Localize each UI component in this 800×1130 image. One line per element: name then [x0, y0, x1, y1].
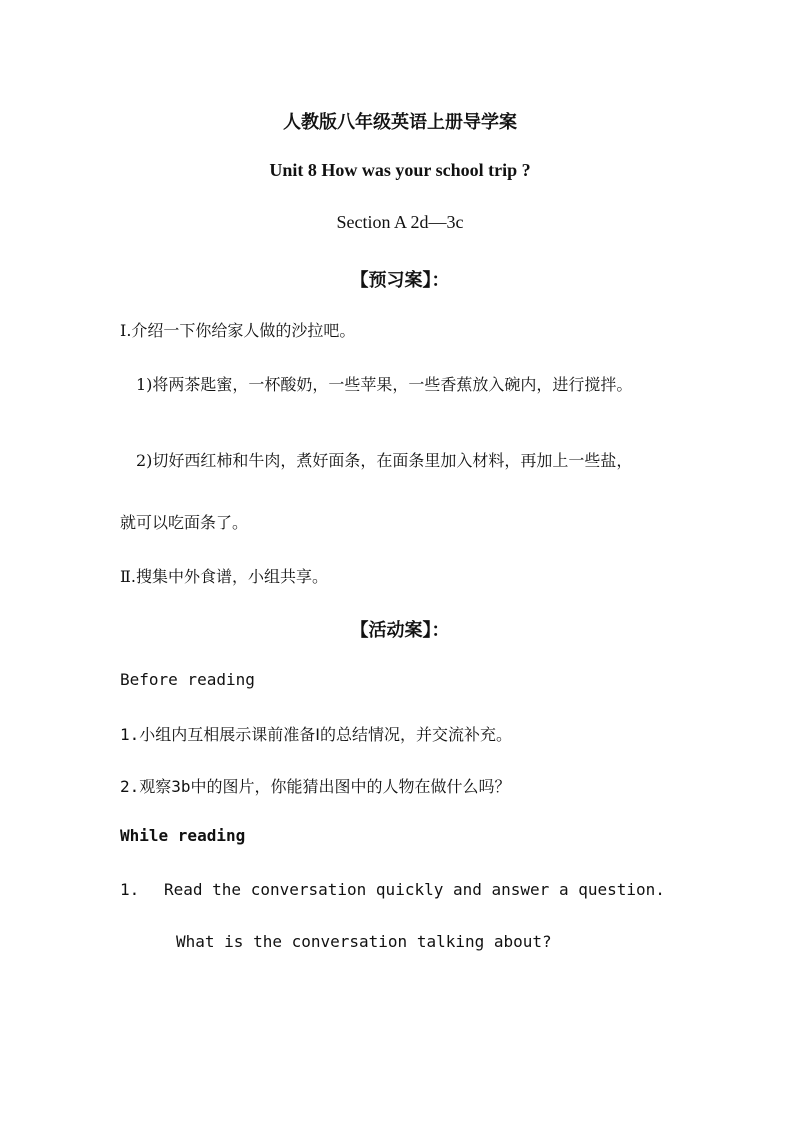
unit-title: Unit 8 How was your school trip ?: [269, 160, 531, 180]
preview-item-1-step-2: 2)切好西红柿和牛肉，煮好面条，在面条里加入材料，再加上一些盐，: [136, 451, 633, 470]
activity-heading: 【活动案】：: [350, 620, 450, 641]
preview-item-2: Ⅱ.搜集中外食谱，小组共享。: [120, 567, 328, 586]
before-reading-heading: Before reading: [120, 670, 255, 689]
before-reading-item-1: 1.小组内互相展示课前准备Ⅰ的总结情况，并交流补充。: [120, 725, 512, 744]
section-title: Section A 2d—3c: [336, 212, 464, 232]
preview-heading: 【预习案】：: [350, 270, 450, 291]
while-reading-heading: While reading: [120, 826, 246, 845]
preview-item-1: Ⅰ.介绍一下你给家人做的沙拉吧。: [120, 321, 356, 340]
while-reading-item-1-number: 1.: [120, 880, 140, 899]
preview-item-1-step-1: 1)将两茶匙蜜，一杯酸奶，一些苹果，一些香蕉放入碗内，进行搅拌。: [136, 375, 633, 394]
document-title: 人教版八年级英语上册导学案: [283, 112, 517, 133]
while-reading-item-1-question: What is the conversation talking about?: [176, 932, 552, 951]
before-reading-item-2: 2.观察3b中的图片，你能猜出图中的人物在做什么吗？: [120, 777, 511, 796]
preview-item-1-step-2-continued: 就可以吃面条了。: [120, 513, 249, 532]
while-reading-item-1-text: Read the conversation quickly and answer a question.: [164, 880, 665, 899]
